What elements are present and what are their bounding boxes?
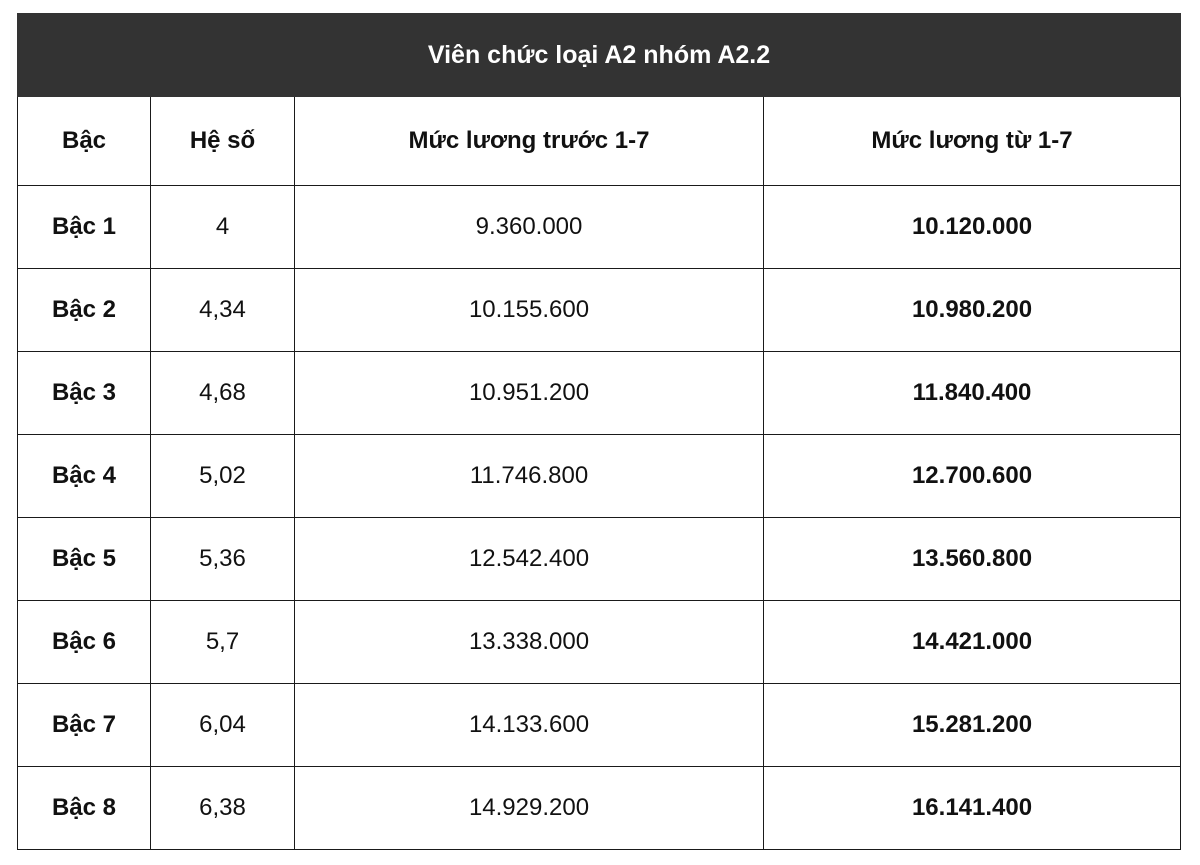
salary-table-container (17, 13, 1180, 850)
cell-luong-truoc: 11.746.800 (295, 435, 764, 518)
cell-he-so: 4,68 (151, 352, 295, 435)
cell-luong-tu: 10.120.000 (764, 186, 1181, 269)
cell-he-so: 4 (151, 186, 295, 269)
cell-he-so: 6,04 (151, 684, 295, 767)
table-row (18, 767, 1181, 850)
cell-luong-truoc: 9.360.000 (295, 186, 764, 269)
cell-luong-truoc: 14.133.600 (295, 684, 764, 767)
cell-bac: Bậc 3 (18, 352, 151, 435)
table-title-row (18, 14, 1181, 97)
table-row (18, 186, 1181, 269)
cell-luong-truoc: 13.338.000 (295, 601, 764, 684)
table-header-row (18, 97, 1181, 186)
cell-luong-tu: 13.560.800 (764, 518, 1181, 601)
cell-he-so: 4,34 (151, 269, 295, 352)
header-he-so: Hệ số (151, 97, 295, 186)
cell-luong-truoc: 10.951.200 (295, 352, 764, 435)
cell-luong-tu: 10.980.200 (764, 269, 1181, 352)
cell-bac: Bậc 1 (18, 186, 151, 269)
cell-he-so: 5,02 (151, 435, 295, 518)
cell-luong-truoc: 12.542.400 (295, 518, 764, 601)
cell-he-so: 5,36 (151, 518, 295, 601)
cell-bac: Bậc 4 (18, 435, 151, 518)
cell-bac: Bậc 5 (18, 518, 151, 601)
cell-luong-truoc: 14.929.200 (295, 767, 764, 850)
cell-bac: Bậc 2 (18, 269, 151, 352)
cell-luong-tu: 11.840.400 (764, 352, 1181, 435)
cell-bac: Bậc 6 (18, 601, 151, 684)
header-bac: Bậc (18, 97, 151, 186)
cell-luong-tu: 12.700.600 (764, 435, 1181, 518)
table-row (18, 518, 1181, 601)
cell-bac: Bậc 7 (18, 684, 151, 767)
table-title: Viên chức loại A2 nhóm A2.2 (18, 14, 1181, 97)
table-row (18, 601, 1181, 684)
table-row (18, 435, 1181, 518)
table-row (18, 684, 1181, 767)
table-row (18, 269, 1181, 352)
table-row (18, 352, 1181, 435)
cell-luong-truoc: 10.155.600 (295, 269, 764, 352)
cell-he-so: 5,7 (151, 601, 295, 684)
cell-bac: Bậc 8 (18, 767, 151, 850)
cell-he-so: 6,38 (151, 767, 295, 850)
cell-luong-tu: 14.421.000 (764, 601, 1181, 684)
header-luong-truoc: Mức lương trước 1-7 (295, 97, 764, 186)
cell-luong-tu: 16.141.400 (764, 767, 1181, 850)
header-luong-tu: Mức lương từ 1-7 (764, 97, 1181, 186)
salary-table (17, 13, 1181, 850)
cell-luong-tu: 15.281.200 (764, 684, 1181, 767)
